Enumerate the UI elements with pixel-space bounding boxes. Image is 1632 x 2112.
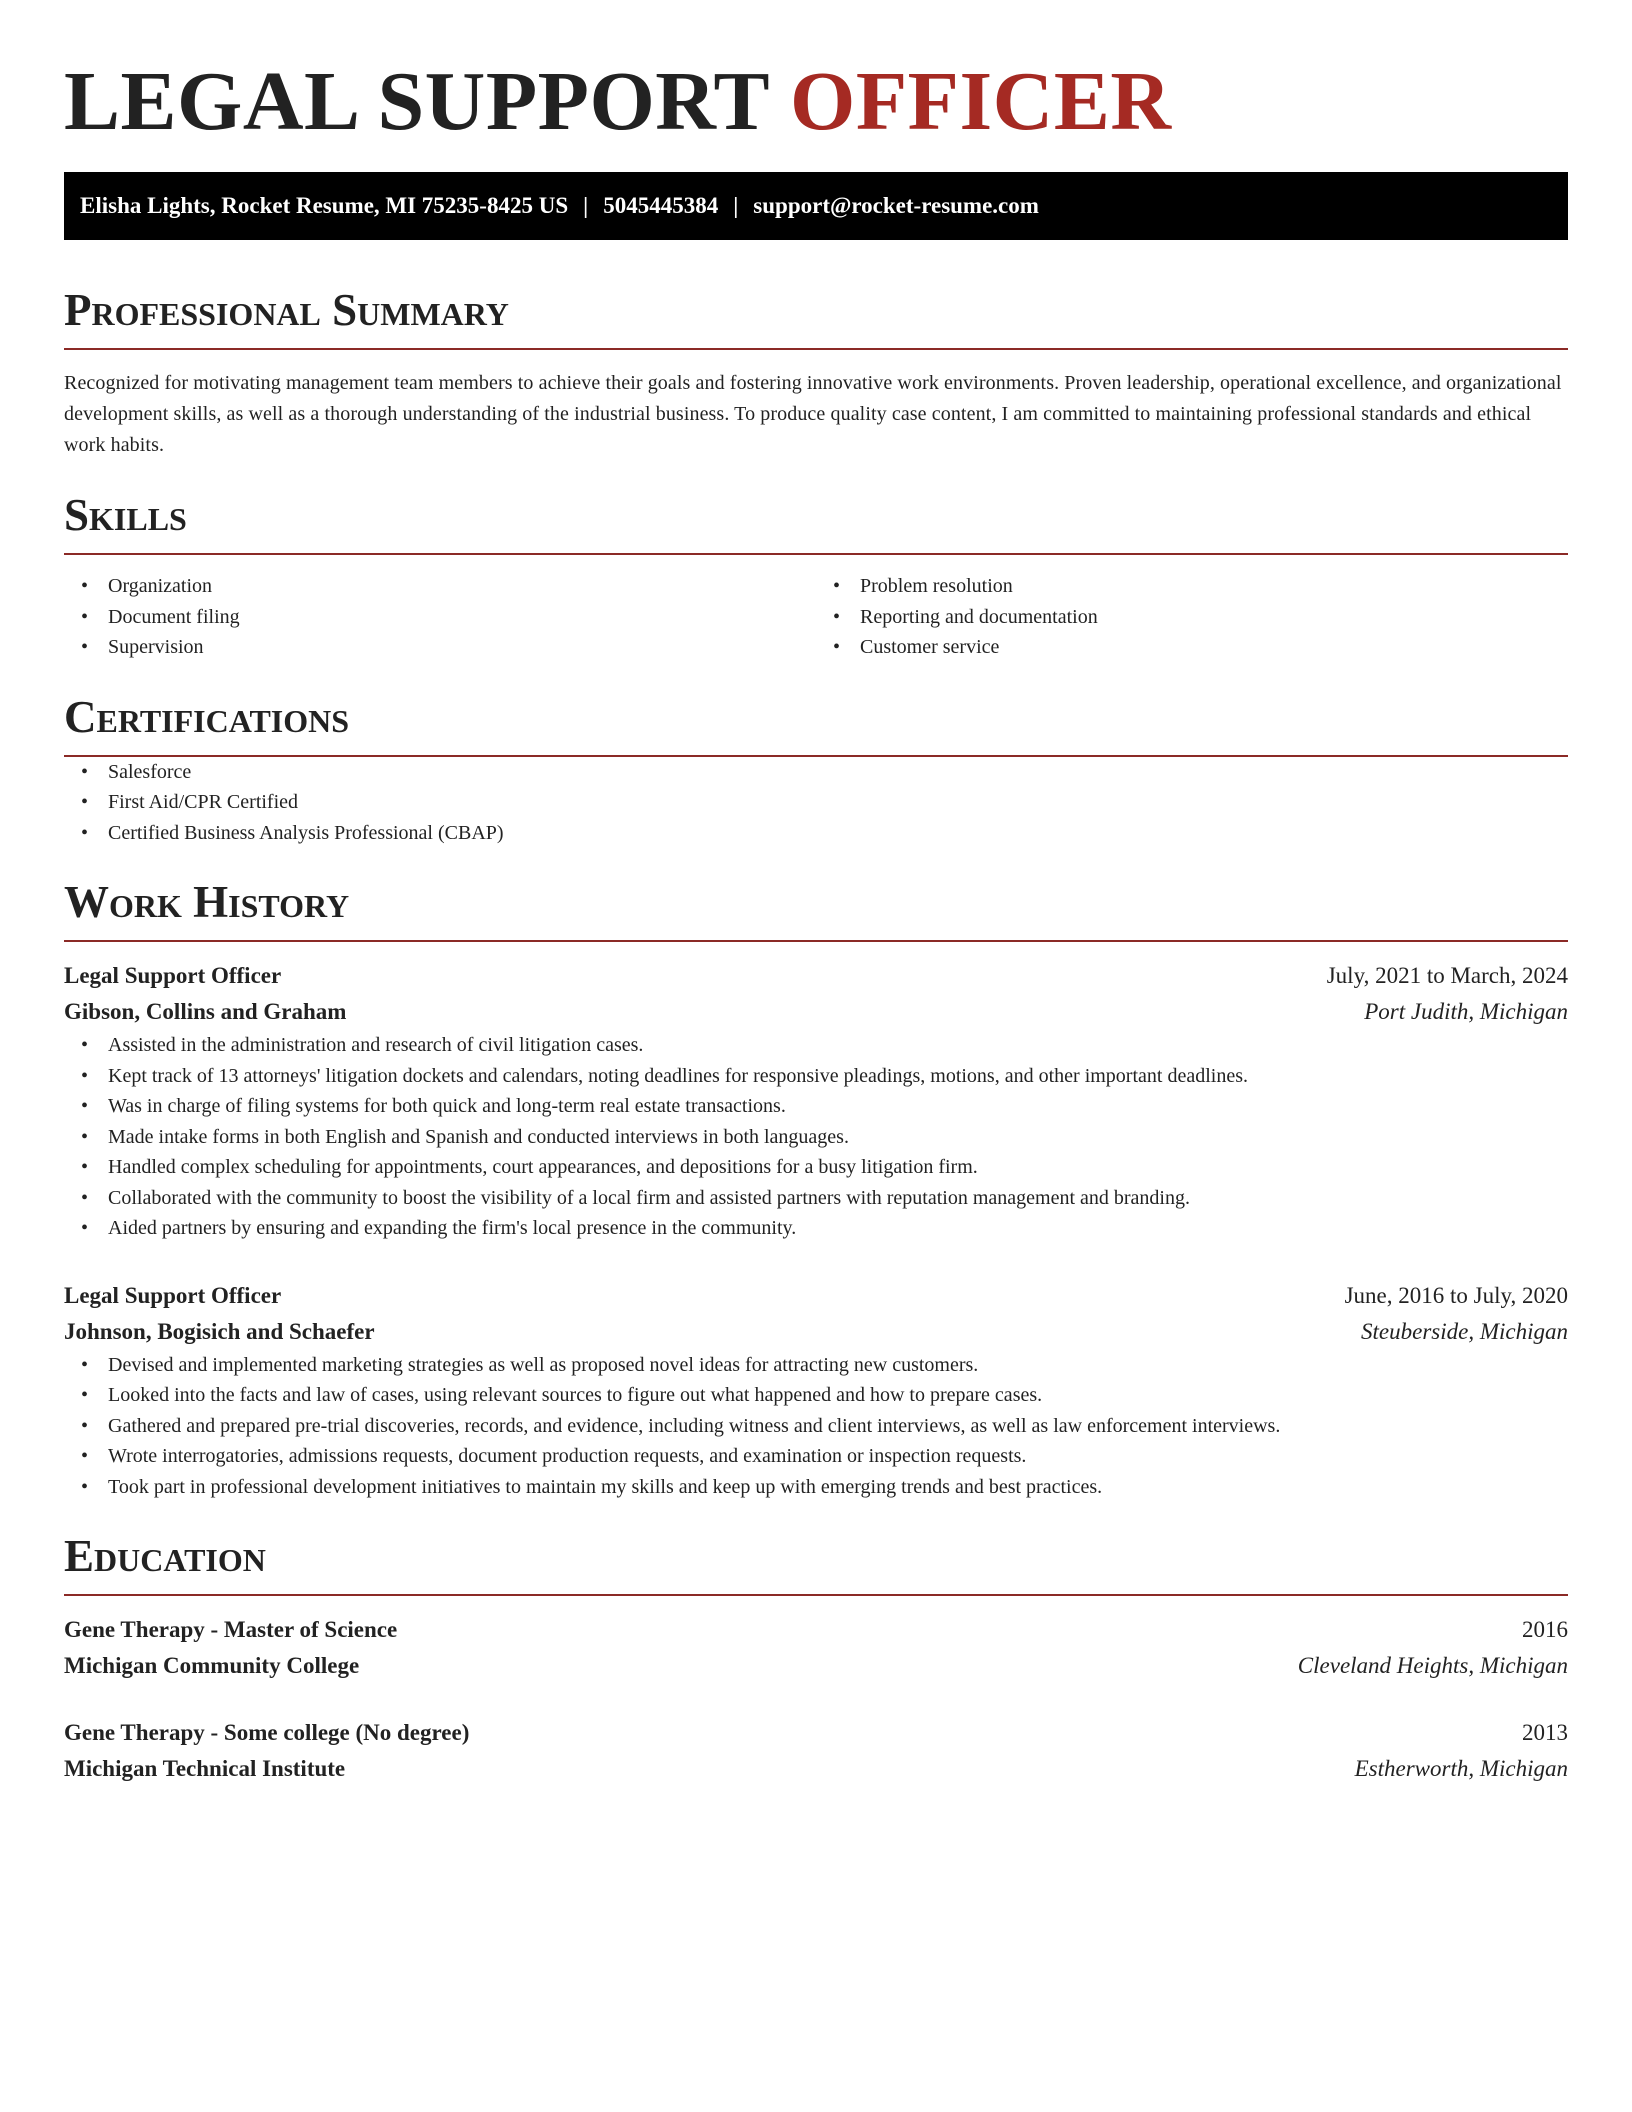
section-heading-skills: Skills xyxy=(64,490,187,540)
bullet-icon: • xyxy=(81,1034,89,1056)
bullet-icon: • xyxy=(81,1125,89,1148)
education-section xyxy=(64,1528,1568,1787)
skill-item: • Customer service xyxy=(816,632,1568,663)
job-title: Legal Support Officer xyxy=(64,963,282,988)
job-duty-item: • Gathered and prepared pre-trial discoveries, records, and evidence, including witness and client interviews, as well as law enforcement interviews. xyxy=(64,1411,1568,1442)
bullet-icon: • xyxy=(833,575,841,597)
education-year: 2013 xyxy=(1522,1720,1568,1745)
contact-phone: 5045445384 xyxy=(603,193,719,218)
bullet-icon: • xyxy=(833,605,841,628)
skill-item: • Problem resolution xyxy=(816,571,1568,602)
bullet-icon: • xyxy=(81,575,89,597)
skills-grid xyxy=(64,571,1568,663)
bullet-icon: • xyxy=(81,1217,89,1239)
contact-address: Elisha Lights, Rocket Resume, MI 75235-8425 US xyxy=(80,193,569,218)
skills-column-left xyxy=(64,571,816,663)
job-duties-list xyxy=(64,1030,1568,1244)
bullet-icon: • xyxy=(81,1156,89,1178)
education-year: 2016 xyxy=(1522,1617,1568,1642)
summary-section xyxy=(64,282,1568,461)
education-school: Michigan Technical Institute xyxy=(64,1756,346,1781)
contact-separator: | xyxy=(733,193,739,218)
skills-column-right xyxy=(816,571,1568,663)
bullet-icon: • xyxy=(81,760,89,783)
contact-email: support@rocket-resume.com xyxy=(753,193,1039,218)
title-primary: LEGAL SUPPORT xyxy=(64,55,769,148)
certification-item: • Salesforce xyxy=(64,757,1568,788)
bullet-icon: • xyxy=(81,1414,89,1437)
bullet-icon: • xyxy=(81,1186,89,1209)
job-company: Johnson, Bogisich and Schaefer xyxy=(64,1318,375,1344)
skill-item: • Document filing xyxy=(64,602,816,633)
section-heading-education: Education xyxy=(64,1531,266,1581)
education-location: Estherworth, Michigan xyxy=(1354,1756,1568,1781)
job-duty-item: • Looked into the facts and law of cases, using relevant sources to figure out what happened and how to prepare cases. xyxy=(64,1380,1568,1411)
certification-item: • Certified Business Analysis Professional (CBAP) xyxy=(64,818,1568,849)
bullet-icon: • xyxy=(81,821,89,844)
section-heading-work-history: Work History xyxy=(64,877,350,927)
job-duty-item: • Took part in professional development initiatives to maintain my skills and keep up with emerging trends and best practices. xyxy=(64,1472,1568,1503)
education-school: Michigan Community College xyxy=(64,1653,360,1678)
education-location: Cleveland Heights, Michigan xyxy=(1297,1653,1568,1678)
skill-item: • Organization xyxy=(64,571,816,602)
work-history-section xyxy=(64,874,1568,1502)
contact-bar xyxy=(64,172,1568,240)
section-divider xyxy=(64,348,1568,350)
summary-text: Recognized for motivating management team members to achieve their goals and fostering innovative work environments. Proven leadership, operational excellence, and organizational development skills, as well as a thorough understanding of the industrial business. To produce quality case content, I am committed to maintaining professional standards and ethical work habits. xyxy=(64,372,1562,456)
resume-title xyxy=(64,52,1568,152)
bullet-icon: • xyxy=(81,1475,89,1498)
education-entry xyxy=(64,1612,1568,1684)
job-duty-item: • Assisted in the administration and research of civil litigation cases. xyxy=(64,1030,1568,1061)
education-entry xyxy=(64,1715,1568,1787)
job-duty-item: • Aided partners by ensuring and expanding the firm's local presence in the community. xyxy=(64,1213,1568,1244)
job-duty-item: • Devised and implemented marketing strategies as well as proposed novel ideas for attracting new customers. xyxy=(64,1350,1568,1381)
job-entry xyxy=(64,1278,1568,1503)
contact-separator: | xyxy=(583,193,589,218)
education-degree: Gene Therapy - Master of Science xyxy=(64,1617,398,1642)
section-heading-summary: Professional Summary xyxy=(64,285,509,335)
bullet-icon: • xyxy=(81,1064,89,1087)
certifications-list xyxy=(64,757,1568,849)
job-duty-item: • Collaborated with the community to boost the visibility of a local firm and assisted partners with reputation management and branding. xyxy=(64,1183,1568,1214)
job-duty-item: • Wrote interrogatories, admissions requests, document production requests, and examination or inspection requests. xyxy=(64,1441,1568,1472)
bullet-icon: • xyxy=(81,1445,89,1467)
certification-item: • First Aid/CPR Certified xyxy=(64,787,1568,818)
bullet-icon: • xyxy=(81,636,89,658)
job-dates: July, 2021 to March, 2024 xyxy=(1326,963,1568,988)
job-duty-item: • Was in charge of filing systems for both quick and long-term real estate transactions. xyxy=(64,1091,1568,1122)
certifications-section xyxy=(64,689,1568,849)
section-divider xyxy=(64,1594,1568,1596)
bullet-icon: • xyxy=(81,1384,89,1406)
job-title: Legal Support Officer xyxy=(64,1282,282,1308)
title-accent: OFFICER xyxy=(790,55,1172,148)
bullet-icon: • xyxy=(81,605,89,628)
job-duty-item: • Made intake forms in both English and Spanish and conducted interviews in both languages. xyxy=(64,1122,1568,1153)
job-company: Gibson, Collins and Graham xyxy=(64,999,347,1024)
section-heading-certifications: Certifications xyxy=(64,691,350,742)
skill-item: • Reporting and documentation xyxy=(816,602,1568,633)
skill-item: • Supervision xyxy=(64,632,816,663)
job-duties-list xyxy=(64,1350,1568,1503)
job-duty-item: • Kept track of 13 attorneys' litigation dockets and calendars, noting deadlines for responsive pleadings, motions, and other important deadlines. xyxy=(64,1061,1568,1092)
section-divider xyxy=(64,940,1568,942)
job-location: Steuberside, Michigan xyxy=(1361,1318,1568,1344)
education-degree: Gene Therapy - Some college (No degree) xyxy=(64,1720,470,1745)
job-duty-item: • Handled complex scheduling for appointments, court appearances, and depositions for a busy litigation firm. xyxy=(64,1152,1568,1183)
job-dates: June, 2016 to July, 2020 xyxy=(1344,1282,1568,1308)
bullet-icon: • xyxy=(81,1353,89,1376)
bullet-icon: • xyxy=(81,1095,89,1117)
job-location: Port Judith, Michigan xyxy=(1364,999,1568,1024)
skills-section xyxy=(64,487,1568,663)
bullet-icon: • xyxy=(81,791,89,813)
bullet-icon: • xyxy=(833,636,841,658)
section-divider xyxy=(64,553,1568,555)
job-entry xyxy=(64,958,1568,1244)
